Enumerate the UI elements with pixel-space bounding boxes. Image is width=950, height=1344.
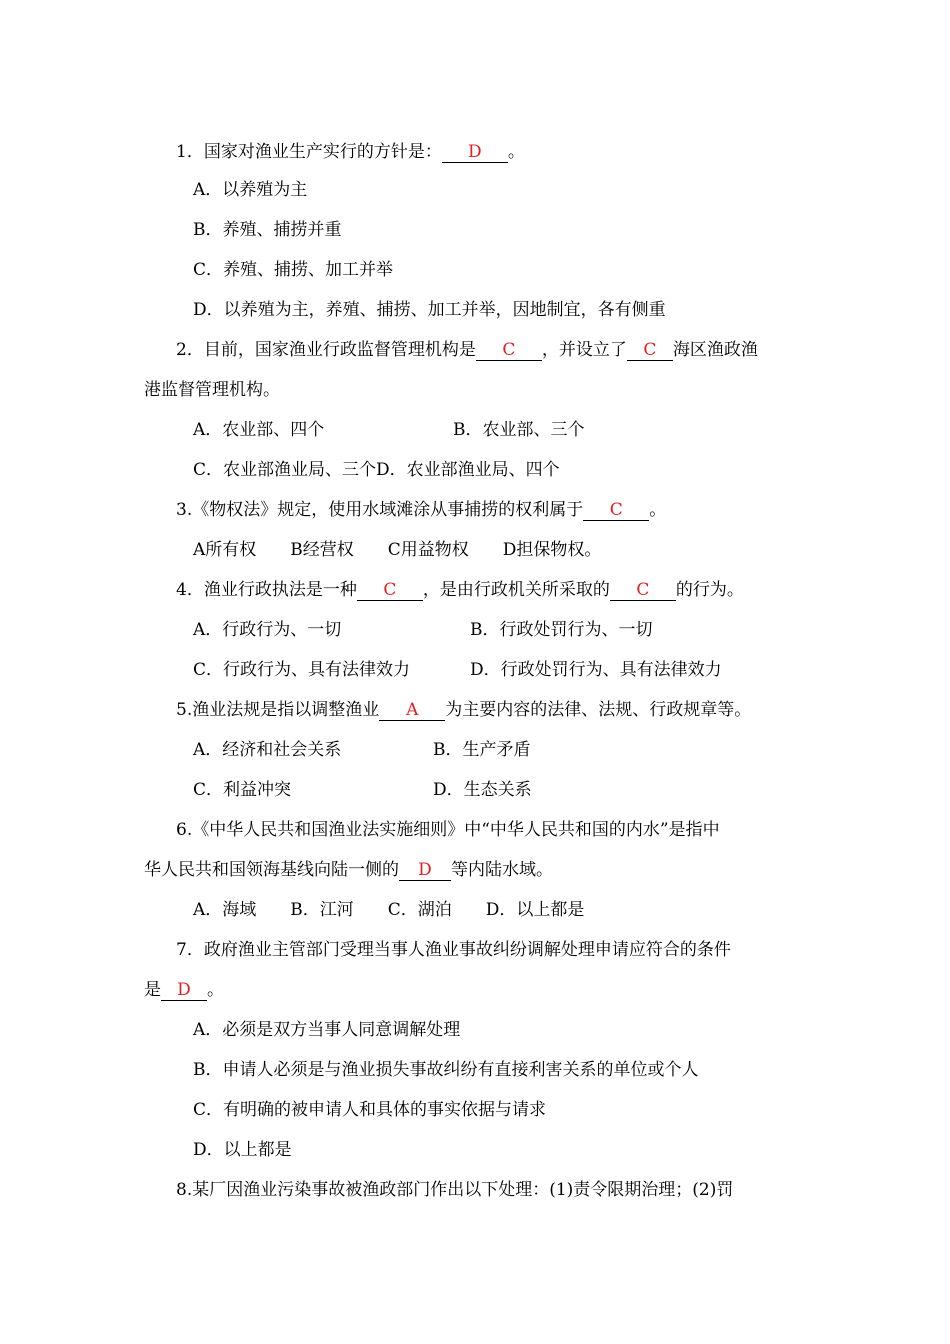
question-2-option-a: A．农业部、四个 <box>193 420 325 440</box>
question-7-option-a: A．必须是双方当事人同意调解处理 <box>193 1020 461 1040</box>
question-2-text-2: ，并设立了 <box>541 340 627 360</box>
question-4-text-1: 4．渔业行政执法是一种 <box>176 580 357 600</box>
question-5-option-b: B．生产矛盾 <box>433 740 531 760</box>
question-4-answer-2: C <box>610 580 676 601</box>
question-4-option-d: D．行政处罚行为、具有法律效力 <box>470 660 722 680</box>
question-1-option-d: D．以养殖为主，养殖、捕捞、加工并举，因地制宜，各有侧重 <box>193 300 666 320</box>
question-1-option-c: C．养殖、捕捞、加工并举 <box>193 260 394 280</box>
question-2-stem <box>176 338 758 362</box>
question-4-stem <box>176 578 744 602</box>
question-4-option-c: C．行政行为、具有法律效力 <box>193 660 411 680</box>
question-2-option-cd: C．农业部渔业局、三个D．农业部渔业局、四个 <box>193 460 560 480</box>
question-3-answer: C <box>583 500 649 521</box>
question-1-stem <box>176 140 525 164</box>
question-6-stem-line-2 <box>144 858 553 882</box>
question-5-option-a: A．经济和社会关系 <box>193 740 342 760</box>
question-5-text-end: 为主要内容的法律、法规、行政规章等。 <box>445 700 752 720</box>
question-7-stem-line-1: 7．政府渔业主管部门受理当事人渔业事故纠纷调解处理申请应符合的条件 <box>176 940 731 960</box>
question-4-text-3: 的行为。 <box>675 580 744 600</box>
question-7-option-c: C．有明确的被申请人和具体的事实依据与请求 <box>193 1100 547 1120</box>
question-8-stem-line-1: 8.某厂因渔业污染事故被渔政部门作出以下处理：(1)责令限期治理；(2)罚 <box>176 1180 734 1200</box>
question-5-option-c: C．利益冲突 <box>193 780 292 800</box>
question-7-stem-line-2 <box>144 978 224 1002</box>
question-5-option-d: D．生态关系 <box>433 780 532 800</box>
question-3-options: A所有权 B经营权 C用益物权 D担保物权。 <box>193 540 602 560</box>
question-4-option-b: B．行政处罚行为、一切 <box>470 620 653 640</box>
question-2-answer-2: C <box>627 340 673 361</box>
question-7-answer: D <box>161 980 207 1001</box>
question-6-text-end: 等内陆水域。 <box>451 860 553 880</box>
question-1-option-a: A．以养殖为主 <box>193 180 308 200</box>
question-5-answer: A <box>379 700 445 721</box>
question-1-answer: D <box>442 142 508 163</box>
question-5-stem <box>176 698 751 722</box>
question-2-answer-1: C <box>476 340 542 361</box>
question-7-text: 是 <box>144 980 161 1000</box>
question-2-stem-line-2: 港监督管理机构。 <box>144 380 280 400</box>
question-3-text: 3.《物权法》规定，使用水域滩涂从事捕捞的权利属于 <box>176 500 584 520</box>
question-4-text-2: ，是由行政机关所采取的 <box>422 580 610 600</box>
question-1-option-b: B．养殖、捕捞并重 <box>193 220 342 240</box>
question-2-option-b: B．农业部、三个 <box>453 420 585 440</box>
question-3-text-end: 。 <box>649 500 667 520</box>
question-4-option-a: A．行政行为、一切 <box>193 620 342 640</box>
question-7-option-d: D．以上都是 <box>193 1140 292 1160</box>
question-2-text-3: 海区渔政渔 <box>672 340 758 360</box>
question-1-text: 1．国家对渔业生产实行的方针是： <box>176 142 442 162</box>
question-1-text-end: 。 <box>507 142 525 162</box>
question-5-text: 5.渔业法规是指以调整渔业 <box>176 700 380 720</box>
question-6-text: 华人民共和国领海基线向陆一侧的 <box>144 860 399 880</box>
question-6-options: A．海域 B．江河 C．湖泊 D．以上都是 <box>193 900 585 920</box>
question-7-option-b: B．申请人必须是与渔业损失事故纠纷有直接利害关系的单位或个人 <box>193 1060 699 1080</box>
question-4-answer-1: C <box>357 580 423 601</box>
question-2-text-1: 2．目前，国家渔业行政监督管理机构是 <box>176 340 476 360</box>
question-6-answer: D <box>399 860 451 881</box>
question-7-text-end: 。 <box>207 980 224 1000</box>
question-3-stem <box>176 498 666 522</box>
question-6-stem-line-1: 6.《中华人民共和国渔业法实施细则》中“中华人民共和国的内水”是指中 <box>176 820 720 840</box>
